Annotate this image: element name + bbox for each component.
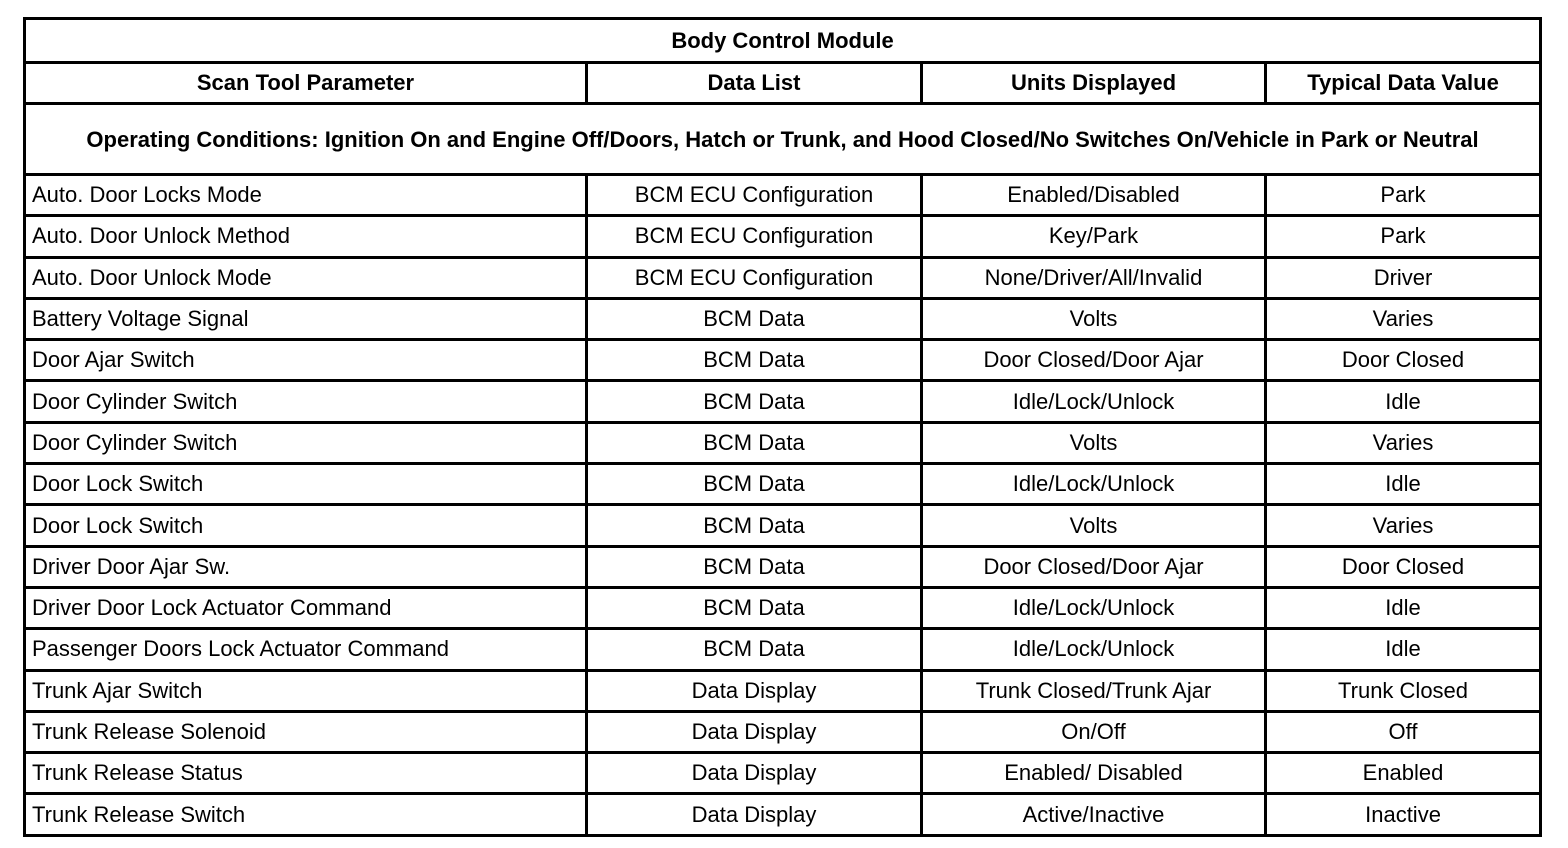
typical-value-cell: Varies	[1266, 298, 1541, 339]
parameter-cell: Passenger Doors Lock Actuator Command	[25, 629, 587, 670]
typical-value-cell: Inactive	[1266, 794, 1541, 835]
units-cell: Idle/Lock/Unlock	[922, 464, 1266, 505]
units-cell: Enabled/Disabled	[922, 175, 1266, 216]
column-header-units: Units Displayed	[922, 63, 1266, 104]
table-row	[25, 629, 1541, 670]
typical-value-cell: Off	[1266, 711, 1541, 752]
typical-value-cell: Driver	[1266, 257, 1541, 298]
typical-value-cell: Door Closed	[1266, 546, 1541, 587]
operating-conditions: Operating Conditions: Ignition On and Engine Off/Doors, Hatch or Trunk, and Hood Closed/No Switches On/Vehicle in Park or Neutral	[25, 104, 1541, 175]
column-header-parameter: Scan Tool Parameter	[25, 63, 587, 104]
data-list-cell: BCM Data	[587, 629, 922, 670]
parameter-cell: Trunk Release Solenoid	[25, 711, 587, 752]
typical-value-cell: Trunk Closed	[1266, 670, 1541, 711]
table-row	[25, 670, 1541, 711]
table-row	[25, 464, 1541, 505]
data-list-cell: Data Display	[587, 670, 922, 711]
header-row	[25, 63, 1541, 104]
table-row	[25, 340, 1541, 381]
table-row	[25, 422, 1541, 463]
typical-value-cell: Park	[1266, 175, 1541, 216]
data-list-cell: BCM Data	[587, 505, 922, 546]
units-cell: Volts	[922, 422, 1266, 463]
units-cell: Idle/Lock/Unlock	[922, 629, 1266, 670]
typical-value-cell: Park	[1266, 216, 1541, 257]
parameter-cell: Driver Door Ajar Sw.	[25, 546, 587, 587]
table-row	[25, 298, 1541, 339]
data-list-cell: BCM Data	[587, 298, 922, 339]
data-list-cell: BCM Data	[587, 464, 922, 505]
table-row	[25, 505, 1541, 546]
units-cell: Idle/Lock/Unlock	[922, 381, 1266, 422]
table-row	[25, 587, 1541, 628]
title-row	[25, 19, 1541, 63]
conditions-row	[25, 104, 1541, 175]
table-row	[25, 753, 1541, 794]
data-list-cell: Data Display	[587, 794, 922, 835]
table-row	[25, 175, 1541, 216]
typical-value-cell: Idle	[1266, 464, 1541, 505]
table-row	[25, 257, 1541, 298]
bcm-data-table	[23, 17, 1542, 837]
table-row	[25, 216, 1541, 257]
data-list-cell: BCM ECU Configuration	[587, 257, 922, 298]
units-cell: Enabled/ Disabled	[922, 753, 1266, 794]
table-body	[25, 175, 1541, 836]
units-cell: Volts	[922, 298, 1266, 339]
data-list-cell: BCM ECU Configuration	[587, 216, 922, 257]
data-list-cell: BCM ECU Configuration	[587, 175, 922, 216]
data-list-cell: BCM Data	[587, 422, 922, 463]
parameter-cell: Door Ajar Switch	[25, 340, 587, 381]
column-header-typical-value: Typical Data Value	[1266, 63, 1541, 104]
units-cell: Door Closed/Door Ajar	[922, 340, 1266, 381]
typical-value-cell: Idle	[1266, 381, 1541, 422]
table-row	[25, 711, 1541, 752]
data-list-cell: BCM Data	[587, 381, 922, 422]
typical-value-cell: Idle	[1266, 587, 1541, 628]
parameter-cell: Trunk Release Status	[25, 753, 587, 794]
parameter-cell: Trunk Release Switch	[25, 794, 587, 835]
parameter-cell: Auto. Door Unlock Mode	[25, 257, 587, 298]
units-cell: Trunk Closed/Trunk Ajar	[922, 670, 1266, 711]
table-row	[25, 794, 1541, 835]
column-header-data-list: Data List	[587, 63, 922, 104]
data-list-cell: BCM Data	[587, 587, 922, 628]
units-cell: On/Off	[922, 711, 1266, 752]
units-cell: Volts	[922, 505, 1266, 546]
typical-value-cell: Door Closed	[1266, 340, 1541, 381]
data-list-cell: Data Display	[587, 753, 922, 794]
table-row	[25, 381, 1541, 422]
parameter-cell: Battery Voltage Signal	[25, 298, 587, 339]
parameter-cell: Driver Door Lock Actuator Command	[25, 587, 587, 628]
table-title: Body Control Module	[25, 19, 1541, 63]
typical-value-cell: Idle	[1266, 629, 1541, 670]
units-cell: Idle/Lock/Unlock	[922, 587, 1266, 628]
typical-value-cell: Varies	[1266, 505, 1541, 546]
parameter-cell: Door Cylinder Switch	[25, 422, 587, 463]
typical-value-cell: Varies	[1266, 422, 1541, 463]
typical-value-cell: Enabled	[1266, 753, 1541, 794]
parameter-cell: Door Cylinder Switch	[25, 381, 587, 422]
parameter-cell: Auto. Door Locks Mode	[25, 175, 587, 216]
units-cell: Active/Inactive	[922, 794, 1266, 835]
table-row	[25, 546, 1541, 587]
parameter-cell: Door Lock Switch	[25, 464, 587, 505]
units-cell: Key/Park	[922, 216, 1266, 257]
units-cell: None/Driver/All/Invalid	[922, 257, 1266, 298]
parameter-cell: Trunk Ajar Switch	[25, 670, 587, 711]
parameter-cell: Auto. Door Unlock Method	[25, 216, 587, 257]
parameter-cell: Door Lock Switch	[25, 505, 587, 546]
units-cell: Door Closed/Door Ajar	[922, 546, 1266, 587]
data-list-cell: Data Display	[587, 711, 922, 752]
data-list-cell: BCM Data	[587, 546, 922, 587]
data-list-cell: BCM Data	[587, 340, 922, 381]
